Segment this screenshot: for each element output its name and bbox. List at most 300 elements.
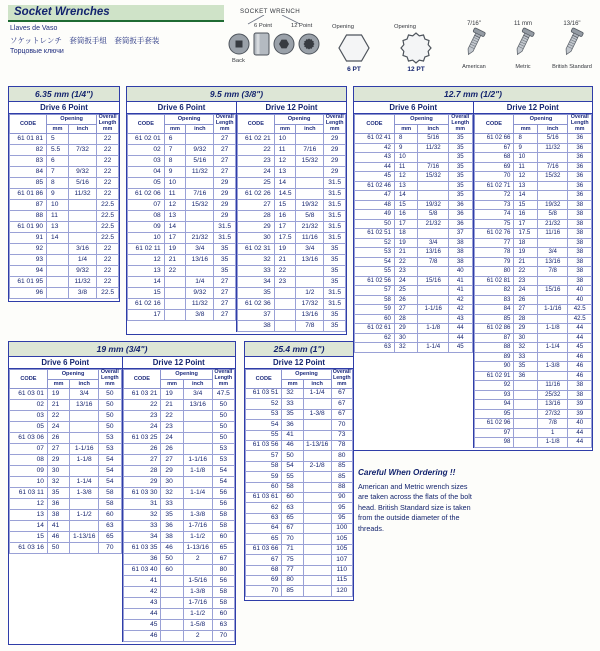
inch-cell [303, 513, 331, 523]
inch-cell: 17/32 [296, 299, 324, 310]
length-cell: 46 [568, 352, 592, 362]
mm-column-header: mm [47, 380, 69, 389]
code-cell: 67 [474, 143, 514, 153]
table-row [128, 222, 236, 233]
mm-cell [161, 587, 183, 598]
table-row [10, 134, 119, 145]
mm-cell: 32 [161, 488, 183, 499]
mm-cell: 71 [282, 544, 303, 554]
length-cell: 58 [212, 598, 234, 609]
inch-cell: 13/16 [296, 310, 324, 321]
code-cell: 61 02 51 [355, 229, 395, 239]
mm-cell [47, 277, 69, 288]
bolt-size-british: 13/16" [563, 21, 581, 27]
mm-cell: 26 [514, 295, 538, 305]
mm-cell [514, 419, 538, 429]
table-row [10, 189, 119, 200]
page-title: Socket Wrenches [8, 5, 224, 22]
table-row [474, 324, 592, 334]
length-cell: 40 [568, 295, 592, 305]
inch-column-header: inch [537, 125, 568, 134]
inch-cell: 1-1/8 [418, 324, 449, 334]
code-cell: 27 [238, 200, 275, 211]
code-cell: 08 [128, 211, 165, 222]
mm-cell: 8 [164, 156, 186, 167]
length-cell: 22 [97, 134, 119, 145]
mm-cell: 14.5 [274, 189, 296, 200]
inch-cell: 3/8 [186, 310, 214, 321]
inch-cell: 1-13/16 [70, 532, 99, 543]
table-row [246, 586, 353, 596]
table-row [474, 238, 592, 248]
length-cell: 56 [212, 488, 234, 499]
length-cell: 44 [568, 438, 592, 448]
code-cell: 27 [123, 455, 161, 466]
code-cell: 15 [128, 288, 165, 299]
length-cell: 80 [331, 451, 352, 461]
code-cell: 23 [238, 156, 275, 167]
mm-cell: 21 [161, 400, 183, 411]
length-cell: 31.5 [324, 233, 346, 244]
code-cell: 05 [10, 422, 48, 433]
inch-cell: 5/16 [68, 178, 96, 189]
inch-cell [186, 222, 214, 233]
table-row [238, 222, 346, 233]
inch-cell: 3/4 [70, 389, 99, 400]
table-row [128, 134, 236, 145]
drive-sections [9, 357, 235, 642]
bolt-american [450, 21, 498, 70]
mm-cell: 15 [394, 200, 418, 210]
mm-cell: 18 [514, 238, 538, 248]
code-cell: 75 [474, 219, 514, 229]
mm-cell: 70 [282, 534, 303, 544]
length-cell: 100 [331, 524, 352, 534]
mm-cell: 30 [514, 333, 538, 343]
table-row [10, 521, 122, 532]
length-cell: 44 [568, 324, 592, 334]
code-cell: 42 [123, 587, 161, 598]
bolt-standard-american: American [462, 64, 486, 70]
length-cell: 54 [212, 466, 234, 477]
table-row [474, 371, 592, 381]
length-cell: 42.5 [568, 305, 592, 315]
length-cell: 60 [212, 609, 234, 620]
mm-cell: 36 [47, 499, 69, 510]
overall-length-column-header: Overall Length mm [332, 369, 351, 387]
mm-cell [164, 277, 186, 288]
code-cell: 61 02 76 [474, 229, 514, 239]
code-cell: 61 03 66 [246, 544, 282, 554]
twelve-point-label: 12 Point [291, 23, 313, 29]
code-column-header: CODE [123, 370, 161, 389]
table-row [10, 266, 119, 277]
code-cell: 53 [246, 409, 282, 419]
inch-cell [70, 422, 99, 433]
length-cell: 50 [99, 411, 121, 422]
bolt-standard-metric: Metric [515, 64, 531, 70]
code-cell: 02 [10, 400, 48, 411]
code-cell: 50 [355, 219, 395, 229]
mm-cell: 14 [274, 178, 296, 189]
length-cell: 50 [212, 422, 234, 433]
inch-cell: 21/32 [418, 219, 449, 229]
inch-cell: 1/4 [186, 277, 214, 288]
length-cell: 54 [99, 466, 121, 477]
mm-cell: 50 [161, 554, 183, 565]
table-row [474, 210, 592, 220]
mm-cell: 9 [164, 167, 186, 178]
inch-cell: 11/32 [68, 189, 96, 200]
mm-cell [274, 321, 296, 332]
code-cell: 73 [474, 200, 514, 210]
code-cell: 45 [123, 620, 161, 631]
mm-cell [47, 288, 69, 299]
length-cell: 29 [324, 156, 346, 167]
mm-cell: 7 [47, 167, 69, 178]
code-cell: 43 [355, 153, 395, 163]
inch-cell [418, 333, 449, 343]
mm-cell: 85 [282, 586, 303, 596]
code-cell: 61 03 25 [123, 433, 161, 444]
mm-cell [47, 244, 69, 255]
code-cell: 57 [355, 286, 395, 296]
mm-cell: 46 [47, 532, 69, 543]
mm-cell: 38 [161, 532, 183, 543]
opening-caption-6pt: Opening [332, 24, 354, 30]
inch-cell: 5/8 [296, 211, 324, 222]
inch-cell: 11/32 [537, 143, 568, 153]
inch-cell: 11/32 [186, 167, 214, 178]
code-cell: 15 [10, 532, 48, 543]
table-row [474, 191, 592, 201]
length-cell: 35 [214, 255, 236, 266]
inch-cell: 7/16 [537, 162, 568, 172]
opening-12pt-diagram [388, 24, 444, 73]
code-cell: 13 [128, 266, 165, 277]
table-row [246, 555, 353, 565]
inch-cell [303, 503, 331, 513]
inch-cell [296, 134, 324, 145]
table-row [355, 181, 473, 191]
inch-cell: 11/16 [296, 233, 324, 244]
inch-cell: 11/16 [537, 229, 568, 239]
spec-table [474, 114, 593, 448]
mm-cell: 21 [394, 248, 418, 258]
inch-cell: 1-7/16 [183, 598, 212, 609]
length-cell: 38 [568, 210, 592, 220]
length-cell: 50 [212, 411, 234, 422]
code-cell: 49 [355, 210, 395, 220]
table-row [474, 134, 592, 144]
code-cell: 34 [123, 532, 161, 543]
table-row [123, 411, 235, 422]
mm-cell: 11 [514, 162, 538, 172]
code-column-header: CODE [128, 115, 165, 134]
table-row [355, 191, 473, 201]
code-cell: 61 03 06 [10, 433, 48, 444]
table-row [246, 576, 353, 586]
screw-icon [509, 26, 537, 60]
length-cell: 38 [568, 200, 592, 210]
length-cell: 38 [568, 229, 592, 239]
length-cell: 22.5 [97, 288, 119, 299]
mm-cell: 30 [161, 477, 183, 488]
mm-cell: 19 [161, 389, 183, 400]
mm-cell: 16 [394, 210, 418, 220]
code-cell: 61 02 06 [128, 189, 165, 200]
table-row [10, 510, 122, 521]
mm-cell: 29 [394, 324, 418, 334]
table-row [474, 390, 592, 400]
mm-cell: 29 [514, 324, 538, 334]
code-cell: 09 [128, 222, 165, 233]
length-cell: 42 [448, 295, 472, 305]
table-row [474, 162, 592, 172]
table-row [355, 314, 473, 324]
table-row [474, 362, 592, 372]
table-row [123, 433, 235, 444]
length-cell: 70 [99, 543, 121, 554]
table-row [123, 422, 235, 433]
table-row [123, 532, 235, 543]
code-cell: 07 [10, 444, 48, 455]
inch-cell [183, 499, 212, 510]
size-banner: 19 mm (3/4") [9, 342, 235, 357]
drive-sections [354, 102, 592, 448]
length-cell: 35 [448, 162, 472, 172]
table-row [246, 461, 353, 471]
drive-header: Drive 12 Point [245, 357, 353, 369]
spec-table [237, 114, 346, 332]
table-row [246, 482, 353, 492]
length-cell: 40 [448, 267, 472, 277]
subtitle-japanese-chinese: ソケットレンチ 套筒扳手組 套筒扳手套装 [10, 36, 160, 46]
length-cell: 31.5 [324, 200, 346, 211]
length-cell: 65 [99, 532, 121, 543]
length-cell: 88 [331, 482, 352, 492]
code-cell: 13 [10, 510, 48, 521]
inch-cell: 1-1/16 [70, 444, 99, 455]
table-row [355, 219, 473, 229]
table-row [246, 440, 353, 450]
length-cell: 22 [97, 178, 119, 189]
mm-cell: 17 [514, 219, 538, 229]
code-cell: 68 [474, 153, 514, 163]
mm-cell: 30 [47, 466, 69, 477]
bolt-british [548, 21, 596, 70]
code-cell: 96 [10, 288, 47, 299]
mm-cell: 9 [394, 143, 418, 153]
length-cell: 22 [97, 255, 119, 266]
length-cell: 35 [324, 266, 346, 277]
code-cell: 09 [10, 466, 48, 477]
code-cell: 55 [246, 430, 282, 440]
code-cell: 85 [474, 314, 514, 324]
code-cell: 61 02 81 [474, 276, 514, 286]
inch-cell [296, 266, 324, 277]
table-row [474, 181, 592, 191]
code-cell: 77 [474, 238, 514, 248]
length-cell: 56 [212, 499, 234, 510]
table-row [246, 503, 353, 513]
code-cell: 24 [238, 167, 275, 178]
overall-length-column-header: Overall Length mm [215, 114, 234, 132]
inch-cell: 21/32 [296, 222, 324, 233]
code-cell: 72 [474, 191, 514, 201]
code-cell: 61 02 21 [238, 134, 275, 145]
mm-cell [47, 266, 69, 277]
inch-cell: 1/4 [68, 255, 96, 266]
table-row [10, 422, 122, 433]
code-cell: 54 [355, 257, 395, 267]
table-row [238, 288, 346, 299]
table-row [10, 200, 119, 211]
table-row [10, 288, 119, 299]
mm-cell: 12 [164, 200, 186, 211]
length-cell: 120 [331, 586, 352, 596]
table-row [123, 400, 235, 411]
inch-cell: 19/32 [296, 200, 324, 211]
mm-cell [514, 409, 538, 419]
inch-cell: 7/8 [537, 419, 568, 429]
hexagon-opening-icon [336, 31, 372, 65]
length-cell: 22.5 [97, 233, 119, 244]
table-row [355, 153, 473, 163]
length-cell: 36 [568, 153, 592, 163]
mm-cell: 21 [47, 400, 69, 411]
code-cell: 61 02 31 [238, 244, 275, 255]
code-cell: 44 [123, 609, 161, 620]
mm-cell: 19 [394, 238, 418, 248]
table-row [355, 143, 473, 153]
mm-cell: 27 [47, 444, 69, 455]
mm-cell [47, 255, 69, 266]
inch-cell: 13/16 [70, 400, 99, 411]
drive-header: Drive 6 Point [9, 357, 122, 369]
mm-cell: 5.5 [47, 145, 69, 156]
inch-cell: 5/8 [418, 210, 449, 220]
length-cell: 31.5 [214, 233, 236, 244]
table-row [355, 238, 473, 248]
inch-cell: 1-1/16 [418, 305, 449, 315]
inch-cell: 5/16 [537, 134, 568, 144]
diagram-area [228, 2, 596, 84]
code-cell: 61 01 90 [10, 222, 47, 233]
table-row [355, 305, 473, 315]
inch-cell: 7/8 [296, 321, 324, 332]
code-cell: 29 [123, 477, 161, 488]
inch-cell [303, 399, 331, 409]
code-cell: 61 03 16 [10, 543, 48, 554]
length-cell: 67 [331, 409, 352, 419]
inch-cell [303, 576, 331, 586]
mm-cell: 14 [164, 222, 186, 233]
mm-cell [164, 288, 186, 299]
code-cell: 45 [355, 172, 395, 182]
drive-section [245, 357, 353, 598]
drive-sections [9, 102, 119, 299]
inch-cell: 1-5/8 [183, 620, 212, 631]
code-cell: 03 [128, 156, 165, 167]
table-row [128, 244, 236, 255]
inch-column-header: inch [418, 125, 449, 134]
mm-cell: 14 [514, 191, 538, 201]
table-row [128, 189, 236, 200]
length-cell: 31.5 [324, 299, 346, 310]
drive-header: Drive 12 Point [237, 102, 346, 114]
code-cell: 60 [246, 482, 282, 492]
inch-cell [186, 134, 214, 145]
length-cell: 63 [99, 521, 121, 532]
code-cell: 84 [474, 305, 514, 315]
mm-cell: 41 [47, 521, 69, 532]
subtitle-russian: Торцовые ключи [10, 48, 64, 56]
table-row [474, 409, 592, 419]
inch-cell [303, 544, 331, 554]
mm-cell [161, 598, 183, 609]
length-cell: 29 [214, 211, 236, 222]
code-cell: 02 [128, 145, 165, 156]
length-cell: 40 [568, 419, 592, 429]
code-cell: 85 [10, 178, 47, 189]
inch-cell: 1-3/8 [70, 488, 99, 499]
inch-cell: 1/2 [296, 288, 324, 299]
code-cell: 28 [123, 466, 161, 477]
mm-cell: 22 [164, 266, 186, 277]
inch-cell [537, 352, 568, 362]
length-cell: 36 [568, 143, 592, 153]
length-cell: 22 [97, 277, 119, 288]
mm-cell: 27 [394, 305, 418, 315]
code-cell: 61 01 95 [10, 277, 47, 288]
table-row [474, 428, 592, 438]
length-cell: 22 [97, 145, 119, 156]
inch-cell: 1-1/8 [537, 324, 568, 334]
inch-cell [303, 534, 331, 544]
mm-cell: 46 [282, 440, 303, 450]
subtitle-spanish: Llaves de Vaso [10, 25, 58, 32]
length-cell: 105 [331, 534, 352, 544]
mm-cell: 36 [161, 521, 183, 532]
length-cell: 38 [568, 257, 592, 267]
inch-cell [537, 295, 568, 305]
inch-cell [537, 371, 568, 381]
mm-cell: 18 [394, 229, 418, 239]
inch-cell [68, 211, 96, 222]
length-cell: 38 [568, 219, 592, 229]
code-cell: 42 [355, 143, 395, 153]
length-cell: 50 [212, 433, 234, 444]
table-row [10, 156, 119, 167]
opening-column-header: Opening [47, 370, 98, 380]
code-cell: 31 [123, 499, 161, 510]
table-row [355, 172, 473, 182]
inch-cell: 9/32 [186, 145, 214, 156]
table-row [246, 389, 353, 399]
code-cell: 91 [10, 233, 47, 244]
spec-table [123, 369, 236, 642]
inch-cell [303, 482, 331, 492]
inch-column-header: inch [68, 125, 96, 134]
table-row [10, 167, 119, 178]
table-row [474, 276, 592, 286]
opening-column-header: Opening [164, 115, 214, 125]
spec-table [127, 114, 236, 321]
inch-cell: 1-1/8 [183, 466, 212, 477]
length-cell: 35 [324, 244, 346, 255]
table-row [355, 257, 473, 267]
